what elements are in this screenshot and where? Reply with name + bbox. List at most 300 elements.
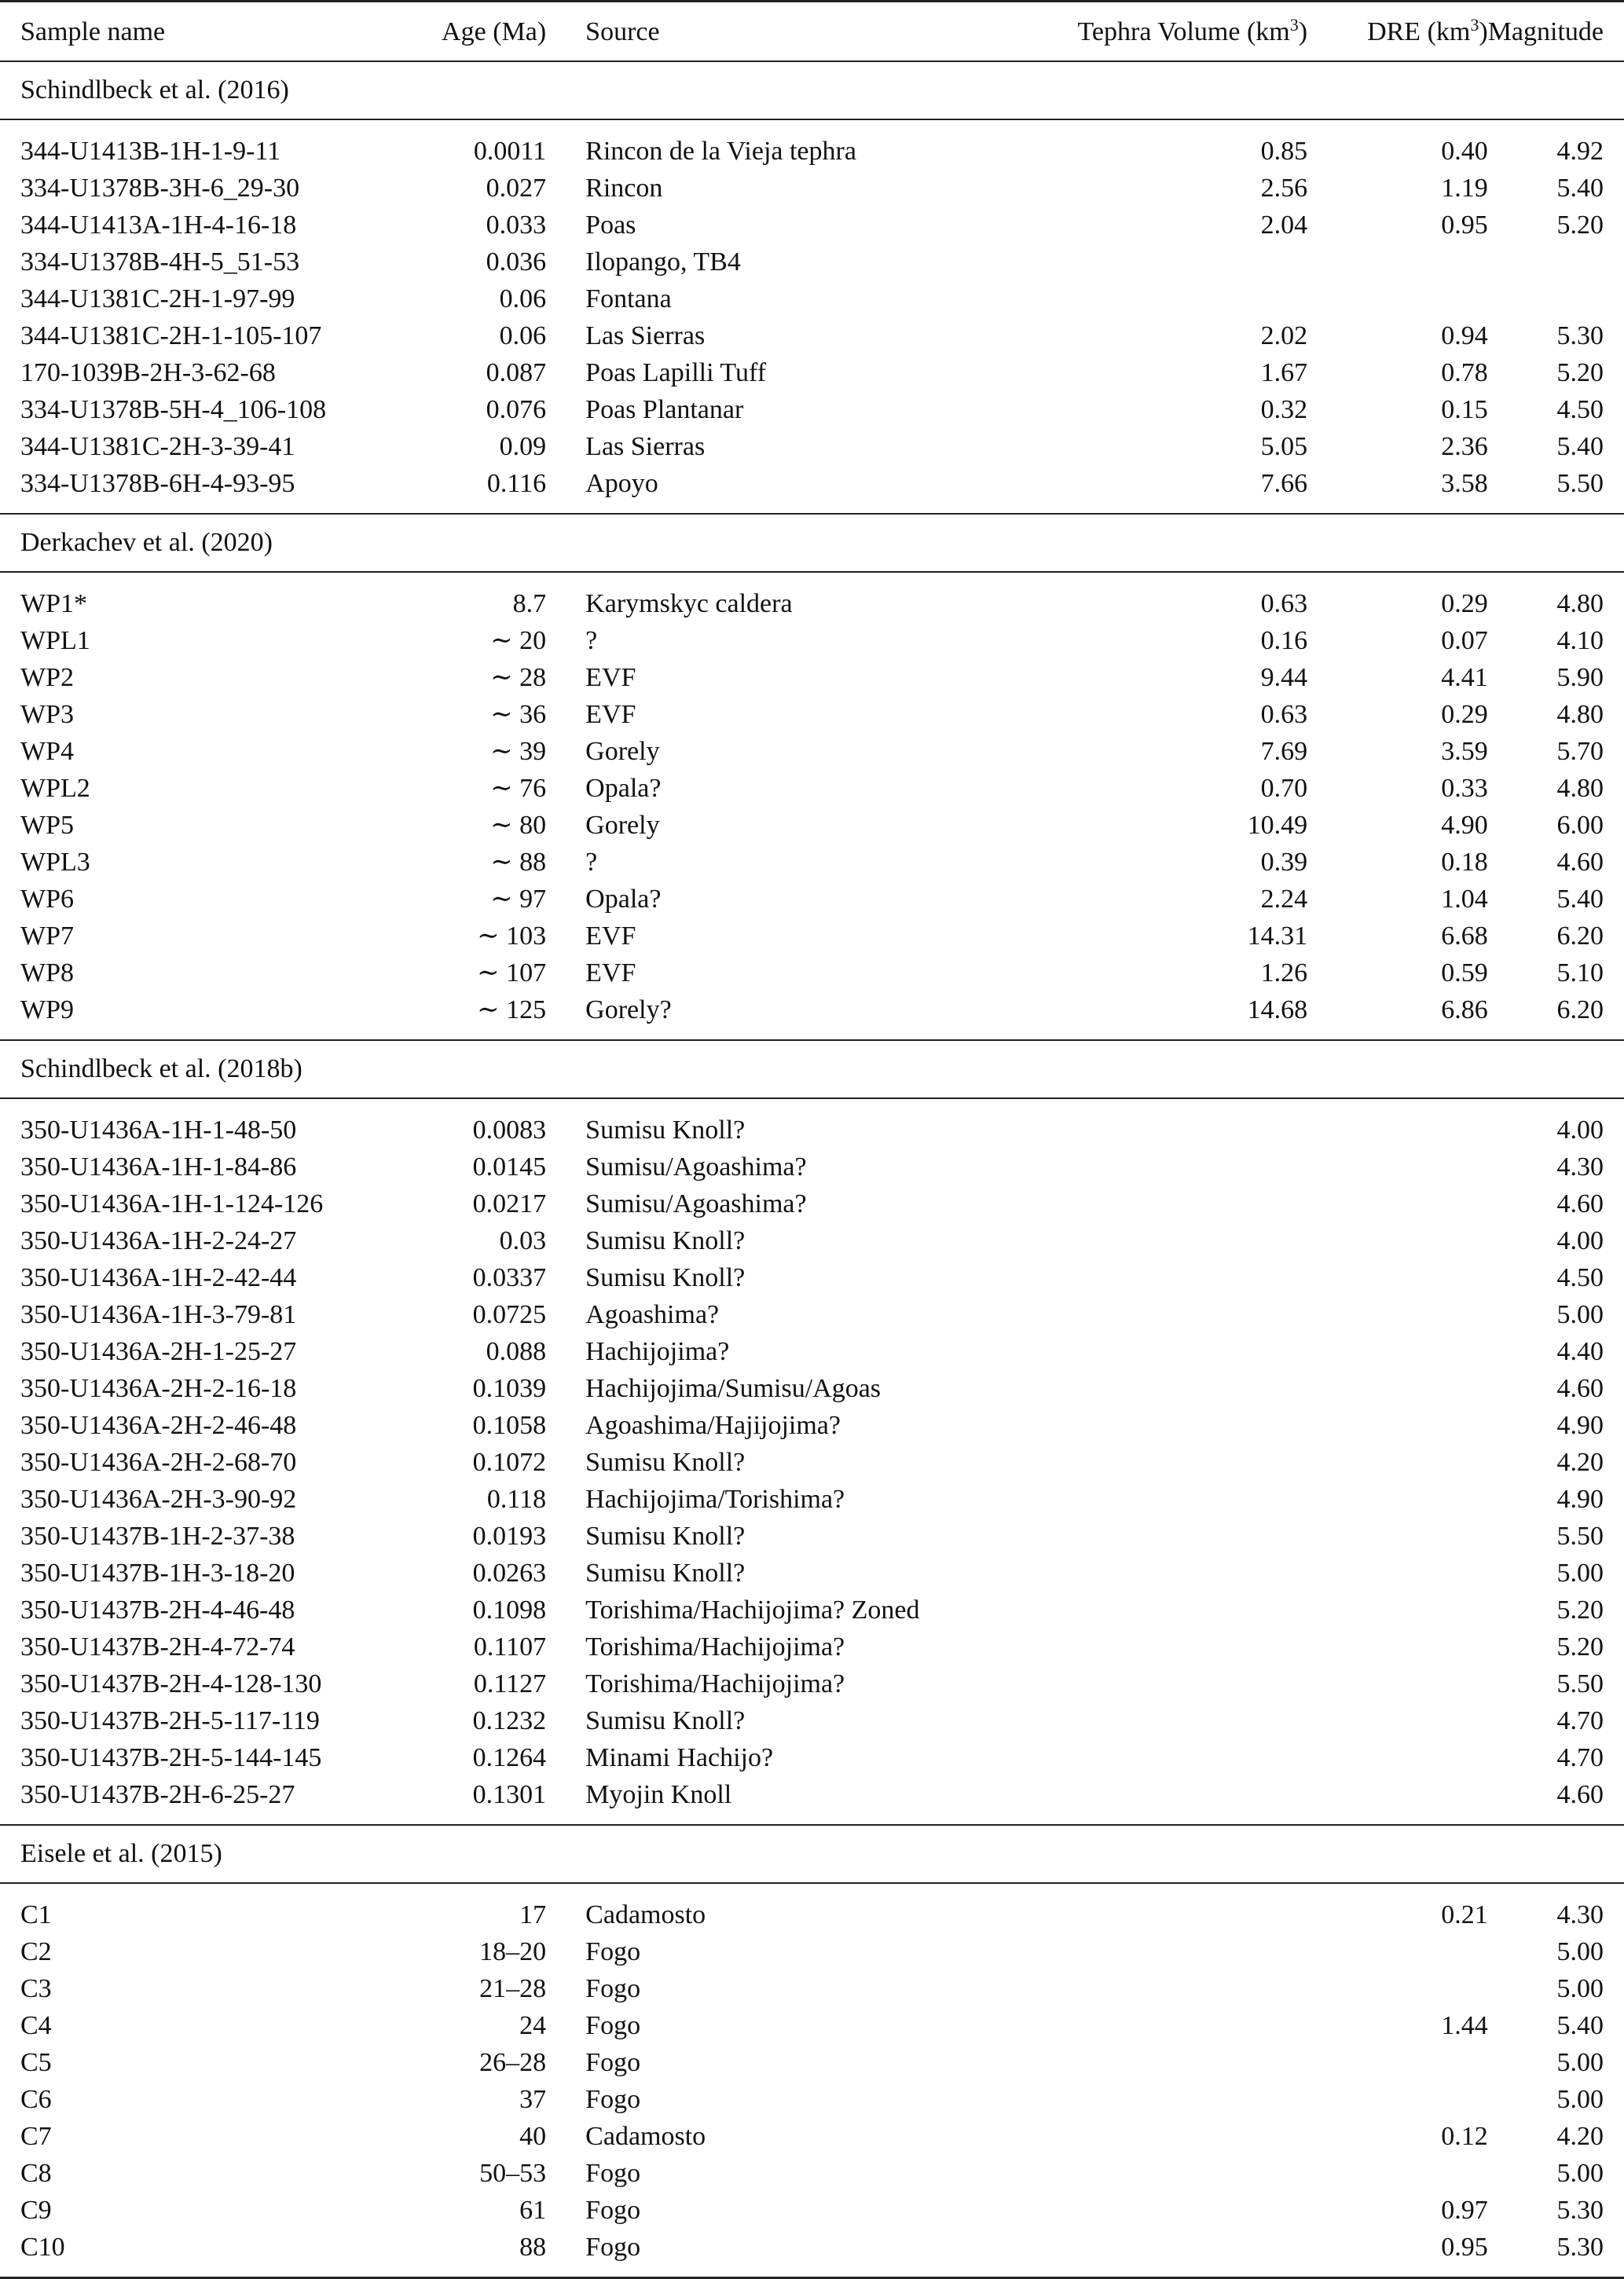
cell-tephra-volume: [1002, 1444, 1307, 1481]
cell-dre: 0.18: [1441, 847, 1488, 877]
group-title: Derkachev et al. (2020): [20, 528, 273, 557]
cell-dre: 0.95: [1441, 210, 1488, 240]
cell-source: Fogo: [585, 1936, 641, 1966]
cell-source: EVF: [585, 662, 636, 692]
cell-magnitude: 5.30: [1556, 2232, 1604, 2262]
cell-sample-name: C8: [20, 2158, 52, 2188]
cell-tephra-volume: 0.32: [1260, 394, 1308, 424]
cell-age: 0.118: [486, 1484, 547, 1514]
cell-age: 37: [519, 2084, 547, 2114]
cell-magnitude: 5.00: [1556, 1936, 1604, 1966]
cell-magnitude: 4.60: [1556, 1189, 1604, 1218]
cell-source: Minami Hachijo?: [585, 1742, 774, 1772]
cell-age: ∼ 80: [490, 810, 547, 840]
cell-sample-name: 344-U1381C-2H-1-97-99: [20, 284, 295, 313]
table-row: [0, 696, 1624, 733]
cell-age: 0.0145: [472, 1152, 547, 1182]
cell-source: Cadamosto: [585, 1900, 706, 1929]
cell-dre: 4.41: [1441, 662, 1488, 692]
cell-sample-name: 334-U1378B-5H-4_106-108: [20, 394, 327, 424]
cell-dre: 4.90: [1441, 810, 1488, 840]
cell-source: Fontana: [585, 284, 672, 313]
cell-sample-name: 344-U1413A-1H-4-16-18: [20, 210, 297, 240]
cell-magnitude: 5.50: [1556, 1521, 1604, 1551]
cell-dre: 0.59: [1441, 958, 1488, 987]
header-sample-name: Sample name: [20, 17, 166, 46]
cell-dre: [1307, 1702, 1488, 1739]
cell-magnitude: 5.00: [1556, 1299, 1604, 1329]
cell-magnitude: 5.00: [1556, 2084, 1604, 2114]
cell-age: 61: [519, 2195, 547, 2225]
header-tephra-volume-exponent: 3: [1289, 15, 1299, 35]
cell-tephra-volume: 14.31: [1247, 921, 1308, 951]
table-row: [0, 244, 1624, 280]
cell-dre: 0.21: [1441, 1900, 1488, 1929]
cell-dre: [1307, 1222, 1488, 1259]
cell-source: Fogo: [585, 2195, 641, 2225]
table-row: [0, 770, 1624, 807]
table-row: [0, 1259, 1624, 1296]
cell-tephra-volume: [1002, 2081, 1307, 2118]
cell-source: Sumisu Knoll?: [585, 1262, 746, 1292]
cell-tephra-volume: [1002, 1098, 1307, 1149]
cell-source: Sumisu Knoll?: [585, 1447, 746, 1477]
header-magnitude: Magnitude: [1487, 17, 1604, 46]
cell-source: Las Sierras: [585, 321, 706, 350]
table-row: [0, 2044, 1624, 2081]
table-row: [0, 207, 1624, 244]
cell-magnitude: 4.70: [1556, 1742, 1604, 1772]
cell-source: ?: [585, 847, 598, 877]
header-dre-label: DRE (km: [1367, 17, 1471, 46]
cell-age: ∼ 125: [477, 995, 547, 1024]
cell-sample-name: C5: [20, 2047, 52, 2077]
cell-sample-name: 350-U1437B-2H-4-128-130: [20, 1669, 322, 1698]
table-row: [0, 881, 1624, 918]
cell-dre: [1307, 2155, 1488, 2192]
table-row: [0, 1333, 1624, 1370]
cell-age: ∼ 28: [490, 662, 547, 692]
cell-tephra-volume: [1002, 2007, 1307, 2044]
cell-magnitude: [1488, 280, 1624, 317]
cell-tephra-volume: [1002, 1702, 1307, 1739]
cell-dre: [1307, 1592, 1488, 1629]
cell-magnitude: 4.20: [1556, 1447, 1604, 1477]
cell-source: Poas: [585, 210, 636, 240]
cell-age: 0.1107: [473, 1632, 547, 1662]
cell-dre: 0.78: [1441, 357, 1488, 387]
cell-source: Sumisu Knoll?: [585, 1115, 746, 1145]
cell-source: EVF: [585, 958, 636, 987]
cell-sample-name: 170-1039B-2H-3-62-68: [20, 357, 276, 387]
cell-dre: [1307, 1370, 1488, 1407]
cell-tephra-volume: [1002, 1370, 1307, 1407]
cell-source: Sumisu Knoll?: [585, 1558, 746, 1588]
cell-sample-name: 350-U1436A-2H-1-25-27: [20, 1336, 297, 1366]
cell-age: 0.036: [486, 247, 547, 277]
cell-tephra-volume: [1002, 2155, 1307, 2192]
cell-magnitude: 5.20: [1556, 1632, 1604, 1662]
cell-sample-name: 350-U1436A-1H-1-84-86: [20, 1152, 297, 1182]
cell-magnitude: 4.92: [1556, 136, 1604, 166]
cell-source: Sumisu/Agoashima?: [585, 1189, 807, 1218]
cell-age: 0.0011: [473, 136, 547, 166]
cell-dre: [1307, 1296, 1488, 1333]
cell-sample-name: C2: [20, 1936, 52, 1966]
cell-magnitude: 6.20: [1556, 921, 1604, 951]
cell-sample-name: C10: [20, 2232, 65, 2262]
cell-tephra-volume: 2.56: [1260, 173, 1308, 203]
cell-tephra-volume: [1002, 2229, 1307, 2278]
cell-dre: [1307, 244, 1488, 280]
cell-tephra-volume: [1002, 2192, 1307, 2229]
cell-magnitude: 5.00: [1556, 1973, 1604, 2003]
cell-age: 0.1232: [472, 1706, 547, 1735]
table-row: [0, 1933, 1624, 1970]
cell-magnitude: 4.00: [1556, 1115, 1604, 1145]
cell-sample-name: 344-U1381C-2H-3-39-41: [20, 431, 295, 461]
header-age: Age (Ma): [442, 17, 547, 46]
table-row: [0, 170, 1624, 207]
cell-source: Ilopango, TB4: [585, 247, 741, 277]
cell-tephra-volume: 0.63: [1260, 588, 1308, 618]
cell-age: 0.03: [499, 1226, 547, 1255]
cell-sample-name: 350-U1436A-1H-3-79-81: [20, 1299, 297, 1329]
cell-magnitude: 4.30: [1556, 1152, 1604, 1182]
cell-source: Sumisu Knoll?: [585, 1226, 746, 1255]
cell-age: 0.0725: [472, 1299, 547, 1329]
header-row: [0, 2, 1624, 62]
cell-magnitude: 5.50: [1556, 1669, 1604, 1698]
cell-tephra-volume: 10.49: [1247, 810, 1308, 840]
cell-magnitude: 4.60: [1556, 847, 1604, 877]
cell-sample-name: 350-U1436A-2H-3-90-92: [20, 1484, 297, 1514]
cell-dre: [1307, 1259, 1488, 1296]
header-dre: [1307, 2, 1488, 62]
cell-sample-name: 334-U1378B-4H-5_51-53: [20, 247, 300, 277]
cell-magnitude: 4.80: [1556, 588, 1604, 618]
cell-tephra-volume: [1002, 1739, 1307, 1776]
cell-sample-name: 350-U1436A-1H-2-24-27: [20, 1226, 297, 1255]
cell-source: Poas Lapilli Tuff: [585, 357, 767, 387]
cell-source: Karymskyc caldera: [585, 588, 793, 618]
table-row: [0, 428, 1624, 465]
cell-source: Fogo: [585, 2010, 641, 2040]
cell-magnitude: 4.90: [1556, 1410, 1604, 1440]
cell-dre: [1307, 1481, 1488, 1518]
cell-sample-name: 350-U1437B-2H-5-117-119: [20, 1706, 320, 1735]
cell-sample-name: 344-U1381C-2H-1-105-107: [20, 321, 322, 350]
cell-dre: 0.15: [1441, 394, 1488, 424]
table-row: [0, 622, 1624, 659]
cell-dre: [1307, 1555, 1488, 1592]
cell-magnitude: 5.30: [1556, 321, 1604, 350]
cell-sample-name: C1: [20, 1900, 52, 1929]
cell-age: 0.06: [499, 321, 547, 350]
table-row: [0, 391, 1624, 428]
cell-age: ∼ 39: [490, 736, 547, 766]
cell-dre: 0.33: [1441, 773, 1488, 803]
cell-source: Gorely?: [585, 995, 672, 1024]
cell-tephra-volume: [1002, 1333, 1307, 1370]
table-row: [0, 1702, 1624, 1739]
cell-magnitude: 5.30: [1556, 2195, 1604, 2225]
table-row: [0, 991, 1624, 1040]
cell-dre: 3.59: [1441, 736, 1488, 766]
cell-age: 0.1039: [472, 1373, 547, 1403]
cell-age: 18–20: [479, 1936, 547, 1966]
cell-tephra-volume: 1.67: [1260, 357, 1308, 387]
table-row: [0, 2118, 1624, 2155]
cell-age: 0.09: [499, 431, 547, 461]
cell-dre: [1307, 1185, 1488, 1222]
cell-age: 0.116: [486, 468, 547, 498]
cell-tephra-volume: [1002, 1933, 1307, 1970]
cell-sample-name: WP7: [20, 921, 74, 951]
cell-dre: [1307, 2081, 1488, 2118]
cell-tephra-volume: 0.16: [1260, 625, 1308, 655]
cell-source: Rincon: [585, 173, 663, 203]
cell-dre: [1307, 1776, 1488, 1825]
cell-source: Fogo: [585, 1973, 641, 2003]
cell-age: 0.06: [499, 284, 547, 313]
cell-age: 0.0337: [472, 1262, 547, 1292]
cell-tephra-volume: [1002, 1883, 1307, 1933]
cell-source: Agoashima/Hajijojima?: [585, 1410, 841, 1440]
cell-age: 21–28: [479, 1973, 547, 2003]
cell-dre: [1307, 1149, 1488, 1185]
cell-source: Sumisu Knoll?: [585, 1706, 746, 1735]
cell-age: 0.1058: [472, 1410, 547, 1440]
table-row: [0, 1629, 1624, 1665]
cell-dre: [1307, 280, 1488, 317]
cell-magnitude: 5.20: [1556, 1595, 1604, 1625]
cell-dre: 1.04: [1441, 884, 1488, 914]
table-row: [0, 659, 1624, 696]
table-row: [0, 807, 1624, 844]
header-dre-exponent: 3: [1470, 15, 1479, 35]
header-source: Source: [585, 17, 660, 46]
cell-sample-name: C3: [20, 1973, 52, 2003]
cell-magnitude: 5.40: [1556, 431, 1604, 461]
cell-dre: [1307, 2044, 1488, 2081]
cell-tephra-volume: [1002, 1518, 1307, 1555]
table-row: [0, 844, 1624, 881]
table-row: [0, 733, 1624, 770]
table-row: [0, 1970, 1624, 2007]
cell-source: Rincon de la Vieja tephra: [585, 136, 856, 166]
cell-sample-name: C4: [20, 2010, 52, 2040]
cell-source: Agoashima?: [585, 1299, 720, 1329]
cell-tephra-volume: 0.85: [1260, 136, 1308, 166]
cell-age: 0.0193: [472, 1521, 547, 1551]
cell-sample-name: WP8: [20, 958, 74, 987]
cell-magnitude: 5.90: [1556, 662, 1604, 692]
cell-source: Hachijojima/Sumisu/Agoas: [585, 1373, 882, 1403]
cell-sample-name: 350-U1437B-2H-4-46-48: [20, 1595, 295, 1625]
table-row: [0, 1185, 1624, 1222]
cell-sample-name: C9: [20, 2195, 52, 2225]
cell-magnitude: 4.50: [1556, 1262, 1604, 1292]
group-title: Schindlbeck et al. (2016): [20, 75, 289, 104]
table-row: [0, 1518, 1624, 1555]
cell-sample-name: 350-U1436A-1H-2-42-44: [20, 1262, 297, 1292]
cell-age: ∼ 107: [477, 958, 547, 987]
cell-age: 26–28: [479, 2047, 547, 2077]
cell-magnitude: 4.50: [1556, 394, 1604, 424]
cell-age: 0.087: [486, 357, 547, 387]
cell-tephra-volume: [1002, 1592, 1307, 1629]
cell-tephra-volume: [1002, 1407, 1307, 1444]
cell-tephra-volume: 2.24: [1260, 884, 1308, 914]
cell-dre: 0.94: [1441, 321, 1488, 350]
cell-tephra-volume: [1002, 1776, 1307, 1825]
cell-tephra-volume: 2.04: [1260, 210, 1308, 240]
cell-source: Fogo: [585, 2232, 641, 2262]
cell-tephra-volume: [1002, 1629, 1307, 1665]
cell-source: Fogo: [585, 2047, 641, 2077]
table-row: [0, 280, 1624, 317]
cell-age: ∼ 76: [490, 773, 547, 803]
cell-age: ∼ 103: [477, 921, 547, 951]
cell-tephra-volume: 9.44: [1260, 662, 1308, 692]
cell-source: Fogo: [585, 2084, 641, 2114]
cell-dre: 1.19: [1441, 173, 1488, 203]
cell-dre: [1307, 1629, 1488, 1665]
cell-source: Opala?: [585, 773, 662, 803]
cell-age: 24: [519, 2010, 547, 2040]
cell-tephra-volume: [1002, 1970, 1307, 2007]
cell-age: 0.076: [486, 394, 547, 424]
cell-age: 8.7: [512, 588, 547, 618]
cell-magnitude: 4.10: [1556, 625, 1604, 655]
group-title: Eisele et al. (2015): [20, 1839, 222, 1868]
cell-sample-name: WPL2: [20, 773, 90, 803]
cell-source: Las Sierras: [585, 431, 706, 461]
cell-sample-name: WP9: [20, 995, 74, 1024]
cell-age: 0.0083: [472, 1115, 547, 1145]
cell-age: 0.088: [486, 1336, 547, 1366]
cell-source: Sumisu/Agoashima?: [585, 1152, 807, 1182]
cell-source: Sumisu Knoll?: [585, 1521, 746, 1551]
cell-source: Opala?: [585, 884, 662, 914]
table-row: [0, 954, 1624, 991]
cell-tephra-volume: 2.02: [1260, 321, 1308, 350]
cell-tephra-volume: 0.63: [1260, 699, 1308, 729]
table-row: [0, 2155, 1624, 2192]
cell-source: Gorely: [585, 736, 660, 766]
cell-tephra-volume: [1002, 1481, 1307, 1518]
cell-age: 0.0217: [472, 1189, 547, 1218]
cell-dre: 0.97: [1441, 2195, 1488, 2225]
cell-source: Torishima/Hachijojima?: [585, 1632, 845, 1662]
cell-age: 0.1072: [472, 1447, 547, 1477]
cell-magnitude: 4.80: [1556, 773, 1604, 803]
table-row: [0, 1222, 1624, 1259]
cell-sample-name: C7: [20, 2121, 52, 2151]
table-row: [0, 1407, 1624, 1444]
table-row: [0, 1098, 1624, 1149]
cell-sample-name: 334-U1378B-3H-6_29-30: [20, 173, 300, 203]
table-row: [0, 1149, 1624, 1185]
cell-sample-name: 334-U1378B-6H-4-93-95: [20, 468, 295, 498]
cell-tephra-volume: [1002, 1665, 1307, 1702]
cell-magnitude: 4.60: [1556, 1779, 1604, 1809]
cell-source: Hachijojima/Torishima?: [585, 1484, 845, 1514]
cell-magnitude: 4.70: [1556, 1706, 1604, 1735]
cell-dre: 2.36: [1441, 431, 1488, 461]
table-row: [0, 317, 1624, 354]
cell-tephra-volume: 7.66: [1260, 468, 1308, 498]
cell-sample-name: 350-U1437B-1H-2-37-38: [20, 1521, 295, 1551]
cell-dre: 0.12: [1441, 2121, 1488, 2151]
cell-source: Fogo: [585, 2158, 641, 2188]
cell-tephra-volume: 7.69: [1260, 736, 1308, 766]
cell-tephra-volume: 1.26: [1260, 958, 1308, 987]
cell-sample-name: WPL3: [20, 847, 90, 877]
cell-dre: 0.29: [1441, 699, 1488, 729]
cell-magnitude: 6.00: [1556, 810, 1604, 840]
cell-dre: [1307, 1407, 1488, 1444]
cell-dre: 6.68: [1441, 921, 1488, 951]
cell-sample-name: 350-U1437B-2H-4-72-74: [20, 1632, 295, 1662]
cell-age: ∼ 20: [490, 625, 547, 655]
cell-sample-name: WP5: [20, 810, 74, 840]
cell-magnitude: 5.00: [1556, 2047, 1604, 2077]
cell-sample-name: C6: [20, 2084, 52, 2114]
group-header-row: [0, 1825, 1624, 1883]
table-row: [0, 2192, 1624, 2229]
cell-tephra-volume: [1002, 1296, 1307, 1333]
cell-source: Gorely: [585, 810, 660, 840]
cell-dre: 0.07: [1441, 625, 1488, 655]
cell-dre: [1307, 1518, 1488, 1555]
cell-sample-name: WP4: [20, 736, 74, 766]
table-row: [0, 1444, 1624, 1481]
header-dre-close: ): [1479, 17, 1488, 46]
cell-tephra-volume: [1002, 1222, 1307, 1259]
table-row: [0, 2081, 1624, 2118]
cell-age: ∼ 88: [490, 847, 547, 877]
cell-dre: 0.40: [1441, 136, 1488, 166]
cell-age: 0.033: [486, 210, 547, 240]
cell-source: Torishima/Hachijojima?: [585, 1669, 845, 1698]
cell-sample-name: 350-U1436A-1H-1-48-50: [20, 1115, 297, 1145]
table-row: [0, 119, 1624, 170]
table-row: [0, 572, 1624, 622]
cell-source: Poas Plantanar: [585, 394, 744, 424]
cell-dre: 0.95: [1441, 2232, 1488, 2262]
cell-tephra-volume: [1002, 1149, 1307, 1185]
cell-sample-name: WP6: [20, 884, 74, 914]
cell-sample-name: 350-U1436A-2H-2-46-48: [20, 1410, 297, 1440]
cell-sample-name: 350-U1436A-2H-2-68-70: [20, 1447, 297, 1477]
cell-source: EVF: [585, 699, 636, 729]
cell-tephra-volume: 0.70: [1260, 773, 1308, 803]
cell-magnitude: 4.60: [1556, 1373, 1604, 1403]
cell-age: 0.027: [486, 173, 547, 203]
cell-source: Hachijojima?: [585, 1336, 730, 1366]
cell-magnitude: 5.00: [1556, 2158, 1604, 2188]
cell-dre: [1307, 1098, 1488, 1149]
table-row: [0, 1370, 1624, 1407]
cell-sample-name: 350-U1437B-2H-5-144-145: [20, 1742, 322, 1772]
cell-tephra-volume: [1002, 2118, 1307, 2155]
cell-sample-name: WP2: [20, 662, 74, 692]
cell-tephra-volume: [1002, 1185, 1307, 1222]
cell-source: EVF: [585, 921, 636, 951]
cell-dre: 3.58: [1441, 468, 1488, 498]
